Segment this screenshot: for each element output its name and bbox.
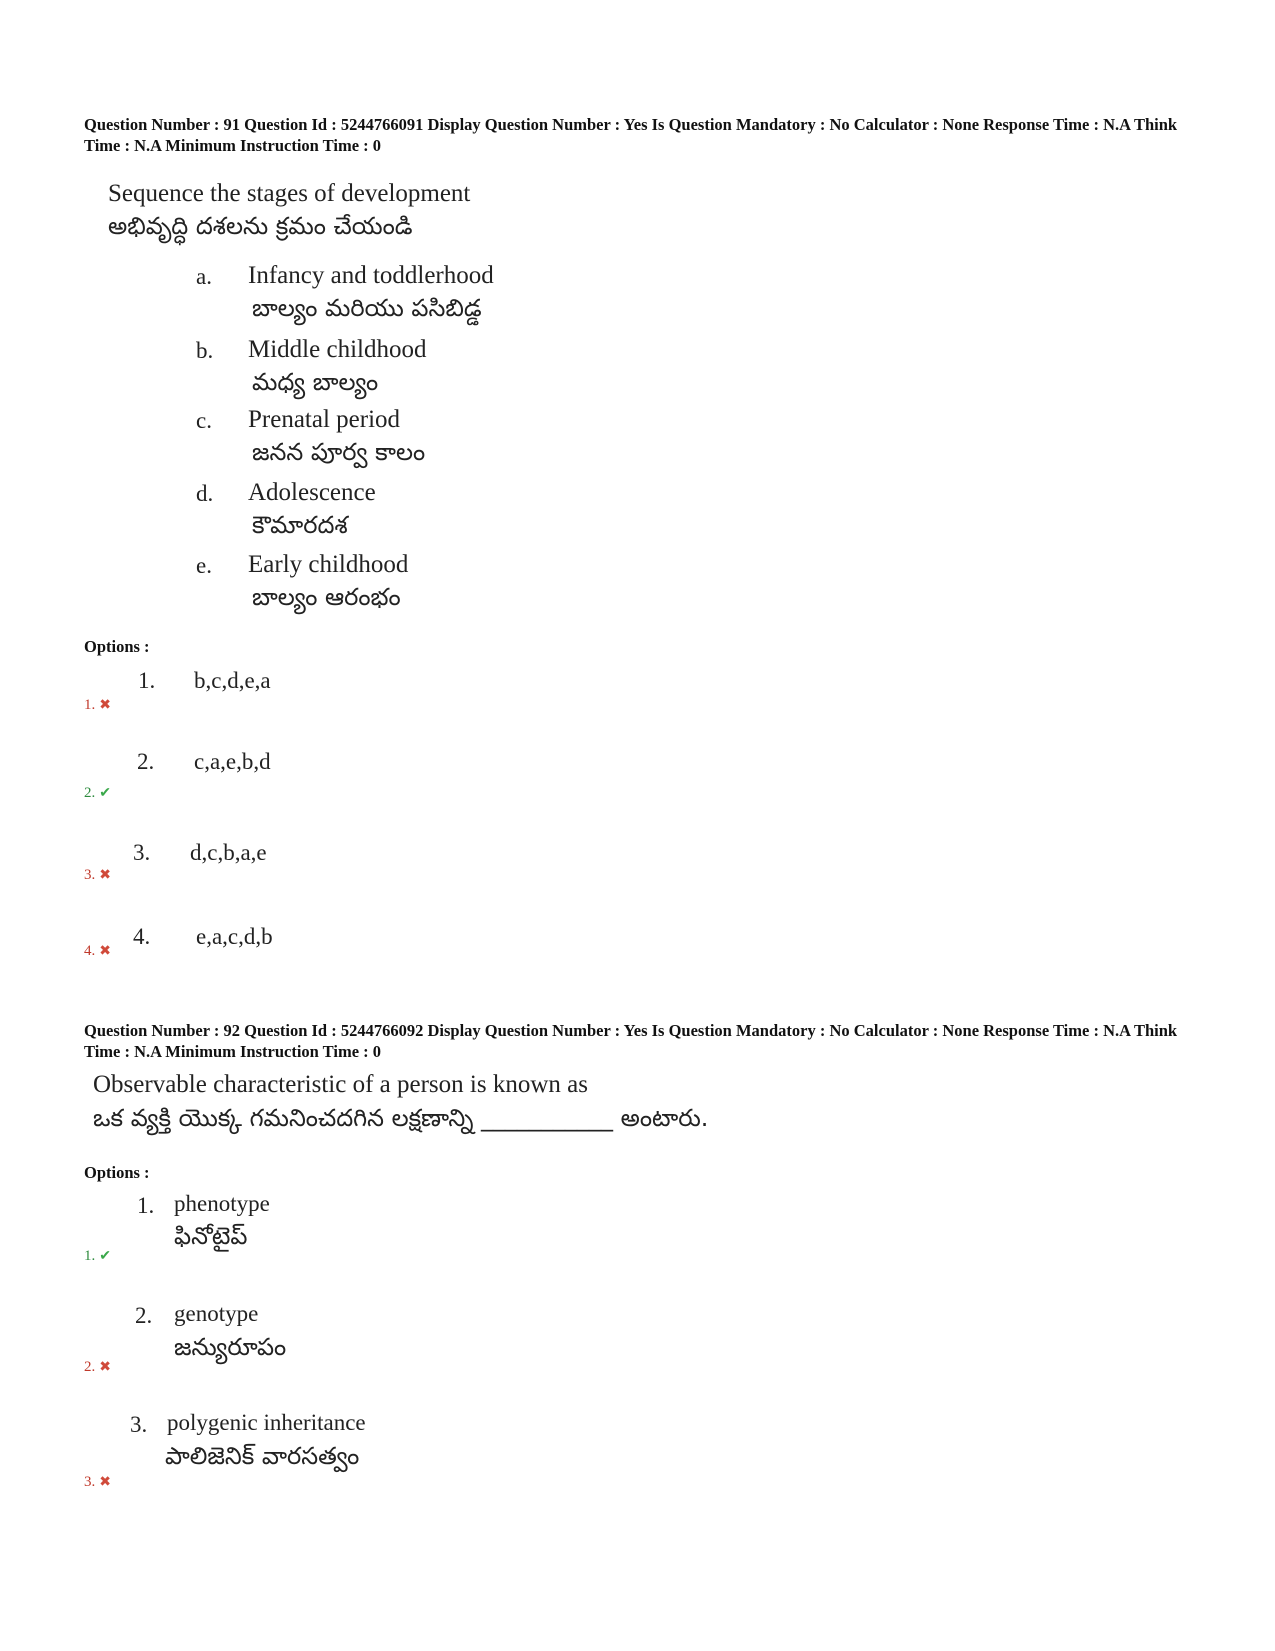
option-mark-number: 3. <box>84 867 96 883</box>
item-letter: a. <box>196 264 212 289</box>
option-mark-number: 4. <box>84 943 96 959</box>
item-english: Adolescence <box>248 479 376 506</box>
option-text-english[interactable]: genotype <box>174 1301 259 1326</box>
option-text[interactable]: d,c,b,a,e <box>190 840 267 865</box>
option-text-english[interactable]: polygenic inheritance <box>167 1410 366 1435</box>
option-text-telugu: పాలిజెనిక్ వారసత్వం <box>165 1442 360 1470</box>
option-status-mark <box>84 1248 111 1265</box>
item-telugu: బాల్యం ఆరంభం <box>252 583 401 611</box>
check-icon: ✔ <box>99 786 111 801</box>
cross-icon: ✖ <box>99 868 111 883</box>
option-status-mark <box>84 867 111 884</box>
option-text-telugu: జన్యురూపం <box>174 1333 287 1361</box>
option-status-mark <box>84 697 111 714</box>
option-mark-number: 1. <box>84 697 96 713</box>
item-english: Early childhood <box>248 551 409 578</box>
cross-icon: ✖ <box>99 944 111 959</box>
cross-icon: ✖ <box>99 1360 111 1375</box>
option-mark-number: 2. <box>84 785 96 801</box>
option-mark-number: 3. <box>84 1474 96 1490</box>
item-english: Prenatal period <box>248 406 401 433</box>
option-number: 3. <box>130 1412 148 1437</box>
option-number: 2. <box>135 1303 153 1328</box>
question-92-prompt-english: Observable characteristic of a person is known as <box>93 1071 588 1098</box>
option-text[interactable]: c,a,e,b,d <box>194 749 271 774</box>
item-telugu: మధ్య బాల్యం <box>252 368 379 396</box>
option-number: 3. <box>133 840 151 865</box>
item-english: Infancy and toddlerhood <box>248 262 494 289</box>
question-92-prompt-telugu: ఒక వ్యక్తి యొక్క గమనించదగిన లక్షణాన్ని ___________ అంటారు. <box>93 1104 709 1132</box>
item-letter: d. <box>196 481 214 506</box>
cross-icon: ✖ <box>99 1475 111 1490</box>
item-telugu: బాల్యం మరియు పసిబిడ్డ <box>252 294 482 322</box>
option-text[interactable]: b,c,d,e,a <box>194 668 271 693</box>
item-letter: e. <box>196 553 212 578</box>
option-status-mark <box>84 943 111 960</box>
item-letter: c. <box>196 408 212 433</box>
option-status-mark <box>84 1474 111 1491</box>
cross-icon: ✖ <box>99 698 111 713</box>
item-english: Middle childhood <box>248 336 427 363</box>
question-92-meta: Question Number : 92 Question Id : 5244766092 Display Question Number : Yes Is Question Mandatory : No Calculator : None Response Time : N.A Think Time : N.A Minimum Instruction Time : 0 <box>84 1021 1178 1061</box>
option-number: 1. <box>138 668 156 693</box>
option-number: 2. <box>137 749 155 774</box>
option-number: 1. <box>137 1193 155 1218</box>
option-text[interactable]: e,a,c,d,b <box>196 924 273 949</box>
question-91-prompt-telugu: అభివృద్ధి దశలను క్రమం చేయండి <box>108 212 413 240</box>
option-number: 4. <box>133 924 151 949</box>
option-mark-number: 1. <box>84 1248 96 1264</box>
option-mark-number: 2. <box>84 1359 96 1375</box>
options-label: Options : <box>84 637 150 656</box>
option-status-mark <box>84 1359 111 1376</box>
check-icon: ✔ <box>99 1249 111 1264</box>
options-label: Options : <box>84 1163 150 1182</box>
option-text-telugu: ఫినోటైప్ <box>174 1222 248 1250</box>
question-91-prompt-english: Sequence the stages of development <box>108 180 471 207</box>
item-telugu: జనన పూర్వ కాలం <box>252 438 426 466</box>
item-letter: b. <box>196 338 214 363</box>
option-text-english[interactable]: phenotype <box>174 1191 270 1216</box>
item-telugu: కౌమారదశ <box>252 511 348 539</box>
option-status-mark <box>84 785 111 802</box>
question-91-meta: Question Number : 91 Question Id : 5244766091 Display Question Number : Yes Is Question Mandatory : No Calculator : None Response Time : N.A Think Time : N.A Minimum Instruction Time : 0 <box>84 115 1178 155</box>
